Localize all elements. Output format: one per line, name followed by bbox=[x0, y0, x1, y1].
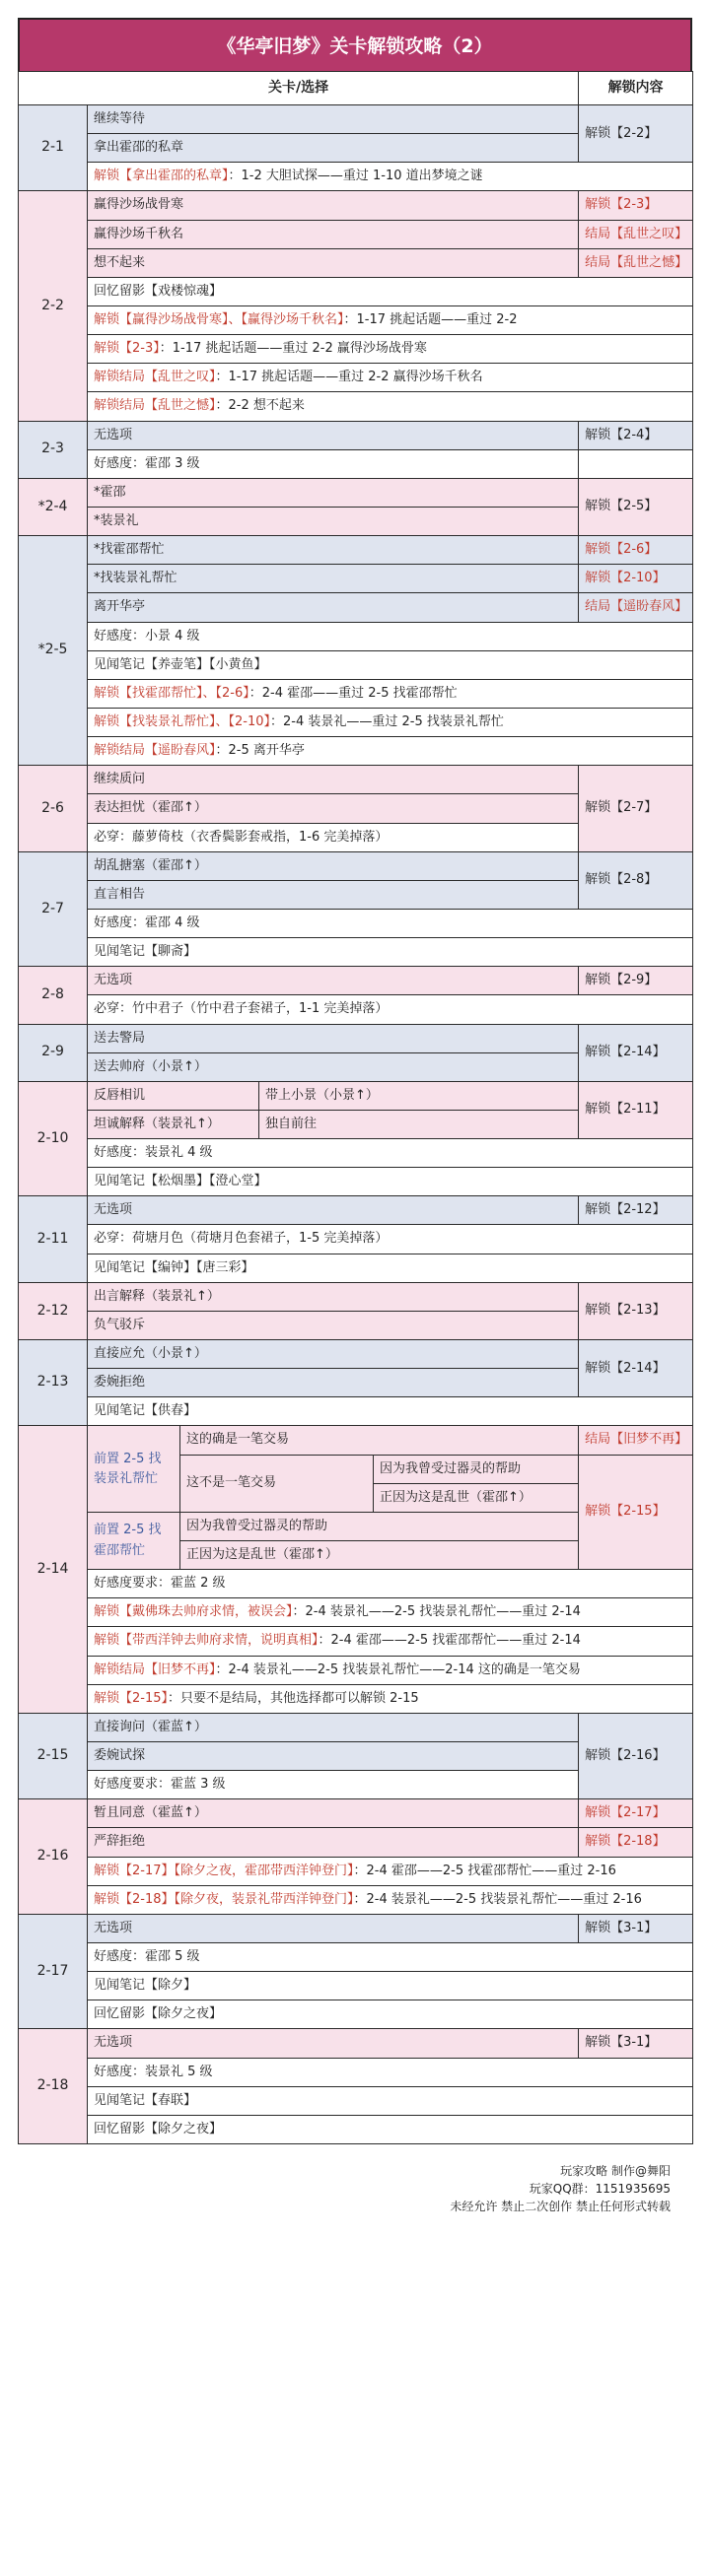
note: 解锁【拿出霍邵的私章】：1-2 大胆试探——重过 1-10 道出梦境之谜 bbox=[88, 163, 693, 191]
level-2-8: 2-8 bbox=[19, 967, 88, 1024]
unlock: 解锁【2-2】 bbox=[579, 105, 693, 163]
option: 暂且同意（霍蓝↑） bbox=[88, 1799, 579, 1828]
level-2-10: 2-10 bbox=[19, 1081, 88, 1196]
footer-qq: 玩家QQ群：1151935695 bbox=[529, 2181, 671, 2196]
stat: 好感度要求：霍蓝 2 级 bbox=[88, 1570, 693, 1598]
level-2-7: 2-7 bbox=[19, 851, 88, 967]
note: 必穿：藤萝倚枝（衣香鬓影套戒指，1-6 完美掉落） bbox=[88, 823, 579, 851]
note: 见闻笔记【春联】 bbox=[88, 2086, 693, 2115]
option: 无选项 bbox=[88, 967, 579, 995]
unlock: 解锁【2-14】 bbox=[579, 1340, 693, 1397]
note: 解锁【找霍邵帮忙】、【2-6】：2-4 霍邵——重过 2-5 找霍邵帮忙 bbox=[88, 679, 693, 708]
footer-copyright: 未经允许 禁止二次创作 禁止任何形式转载 bbox=[450, 2199, 671, 2213]
option: 想不起来 bbox=[88, 248, 579, 277]
option: 坦诚解释（装景礼↑） bbox=[88, 1110, 259, 1138]
unlock: 解锁【2-10】 bbox=[579, 565, 693, 593]
unlock: 解锁【2-18】 bbox=[579, 1828, 693, 1857]
level-2-11: 2-11 bbox=[19, 1196, 88, 1282]
unlock: 解锁【2-3】 bbox=[579, 191, 693, 220]
unlock: 结局【乱世之叹】 bbox=[579, 220, 693, 248]
note: 解锁结局【乱世之叹】：1-17 挑起话题——重过 2-2 赢得沙场千秋名 bbox=[88, 364, 693, 392]
option: 继续质问 bbox=[88, 766, 579, 794]
option: 直言相告 bbox=[88, 880, 579, 909]
option: 带上小景（小景↑） bbox=[259, 1081, 579, 1110]
level-2-18: 2-18 bbox=[19, 2029, 88, 2144]
note: 见闻笔记【编钟】【唐三彩】 bbox=[88, 1254, 693, 1282]
note: 见闻笔记【松烟墨】【澄心堂】 bbox=[88, 1168, 693, 1196]
stat: 好感度：装景礼 5 级 bbox=[88, 2058, 693, 2086]
option: 委婉拒绝 bbox=[88, 1369, 579, 1397]
option: 出言解释（装景礼↑） bbox=[88, 1282, 579, 1311]
level-2-16: 2-16 bbox=[19, 1799, 88, 1915]
option: 严辞拒绝 bbox=[88, 1828, 579, 1857]
unlock: 解锁【2-17】 bbox=[579, 1799, 693, 1828]
note: 必穿：竹中君子（竹中君子套裙子，1-1 完美掉落） bbox=[88, 995, 693, 1024]
option: 直接应允（小景↑） bbox=[88, 1340, 579, 1369]
level-2-14: 2-14 bbox=[19, 1426, 88, 1713]
level-2-15: 2-15 bbox=[19, 1713, 88, 1798]
option: *找霍邵帮忙 bbox=[88, 536, 579, 565]
option: 负气驳斥 bbox=[88, 1311, 579, 1339]
level-2-3: 2-3 bbox=[19, 421, 88, 478]
option: 直接询问（霍蓝↑） bbox=[88, 1713, 579, 1741]
level-2-1: 2-1 bbox=[19, 105, 88, 191]
unlock: 解锁【2-12】 bbox=[579, 1196, 693, 1225]
option: 这不是一笔交易 bbox=[180, 1455, 374, 1512]
note: 解锁【戴佛珠去帅府求情，被误会】：2-4 装景礼——2-5 找装景礼帮忙——重过 2-14 bbox=[88, 1598, 693, 1627]
option: *霍邵 bbox=[88, 478, 579, 507]
note: 见闻笔记【聊斋】 bbox=[88, 938, 693, 967]
option: 正因为这是乱世（霍邵↑） bbox=[374, 1483, 579, 1512]
unlock: 解锁【2-5】 bbox=[579, 478, 693, 535]
unlock: 解锁【2-7】 bbox=[579, 766, 693, 851]
page-title: 《华亭旧梦》关卡解锁攻略（2） bbox=[18, 18, 692, 71]
note: 解锁结局【旧梦不再】：2-4 装景礼——2-5 找装景礼帮忙——2-14 这的确是一笔交易 bbox=[88, 1656, 693, 1684]
memory: 回忆留影【除夕之夜】 bbox=[88, 2115, 693, 2143]
note: 解锁结局【乱世之憾】：2-2 想不起来 bbox=[88, 392, 693, 421]
option: 无选项 bbox=[88, 1914, 579, 1942]
level-2-5: *2-5 bbox=[19, 536, 88, 766]
level-2-17: 2-17 bbox=[19, 1914, 88, 2029]
note: 解锁【2-3】：1-17 挑起话题——重过 2-2 赢得沙场战骨寒 bbox=[88, 335, 693, 364]
level-2-12: 2-12 bbox=[19, 1282, 88, 1339]
note: 见闻笔记【供春】 bbox=[88, 1397, 693, 1426]
unlock: 解锁【2-6】 bbox=[579, 536, 693, 565]
option: 因为我曾受过器灵的帮助 bbox=[180, 1512, 579, 1540]
option: 胡乱搪塞（霍邵↑） bbox=[88, 851, 579, 880]
stat: 好感度：霍邵 3 级 bbox=[88, 449, 579, 478]
note: 见闻笔记【除夕】 bbox=[88, 1972, 693, 2000]
stat: 好感度：小景 4 级 bbox=[88, 622, 693, 650]
unlock: 解锁【3-1】 bbox=[579, 1914, 693, 1942]
footer-author: 玩家攻略 制作@舞阳 bbox=[560, 2163, 671, 2178]
option: 表达担忧（霍邵↑） bbox=[88, 794, 579, 823]
unlock: 解锁【2-14】 bbox=[579, 1024, 693, 1081]
stat: 好感度：装景礼 4 级 bbox=[88, 1139, 693, 1168]
option: 送去帅府（小景↑） bbox=[88, 1052, 579, 1081]
note: 解锁【2-15】：只要不是结局，其他选择都可以解锁 2-15 bbox=[88, 1684, 693, 1713]
note: 解锁【找装景礼帮忙】、【2-10】：2-4 装景礼——重过 2-5 找装景礼帮忙 bbox=[88, 708, 693, 736]
note: 解锁【带西洋钟去帅府求情，说明真相】：2-4 霍邵——2-5 找霍邵帮忙——重过 2-14 bbox=[88, 1627, 693, 1656]
option: 委婉试探 bbox=[88, 1742, 579, 1771]
table-header bbox=[19, 72, 693, 105]
option: 送去警局 bbox=[88, 1024, 579, 1052]
unlock: 结局【旧梦不再】 bbox=[579, 1426, 693, 1455]
unlock: 结局【遥盼春风】 bbox=[579, 593, 693, 622]
option: *找装景礼帮忙 bbox=[88, 565, 579, 593]
note: 解锁【2-17】【除夕之夜，霍邵带西洋钟登门】：2-4 霍邵——2-5 找霍邵帮忙——重过 2-16 bbox=[88, 1857, 693, 1885]
note: 见闻笔记【养壶笔】【小黄鱼】 bbox=[88, 650, 693, 679]
unlock: 解锁【2-13】 bbox=[579, 1282, 693, 1339]
guide-table bbox=[18, 71, 693, 2144]
unlock: 解锁【2-15】 bbox=[579, 1455, 693, 1570]
unlock: 解锁【2-16】 bbox=[579, 1713, 693, 1798]
level-2-6: 2-6 bbox=[19, 766, 88, 851]
option: 赢得沙场战骨寒 bbox=[88, 191, 579, 220]
option: 拿出霍邵的私章 bbox=[88, 134, 579, 163]
option: 无选项 bbox=[88, 421, 579, 449]
unlock: 解锁【2-9】 bbox=[579, 967, 693, 995]
unlock: 结局【乱世之憾】 bbox=[579, 248, 693, 277]
header-unlock: 解锁内容 bbox=[579, 72, 693, 105]
option: 独自前往 bbox=[259, 1110, 579, 1138]
option: 赢得沙场千秋名 bbox=[88, 220, 579, 248]
stat: 好感度：霍邵 4 级 bbox=[88, 909, 693, 937]
option: 离开华亭 bbox=[88, 593, 579, 622]
footer bbox=[18, 2144, 692, 2227]
note: 解锁【赢得沙场战骨寒】、【赢得沙场千秋名】：1-17 挑起话题——重过 2-2 bbox=[88, 305, 693, 334]
level-2-13: 2-13 bbox=[19, 1340, 88, 1426]
option: 这的确是一笔交易 bbox=[180, 1426, 579, 1455]
note: 解锁结局【遥盼春风】：2-5 离开华亭 bbox=[88, 737, 693, 766]
unlock: 解锁【2-11】 bbox=[579, 1081, 693, 1138]
stat: 好感度要求：霍蓝 3 级 bbox=[88, 1771, 579, 1799]
level-2-2: 2-2 bbox=[19, 191, 88, 421]
unlock: 解锁【2-4】 bbox=[579, 421, 693, 449]
prerequisite: 前置 2-5 找霍邵帮忙 bbox=[88, 1512, 180, 1569]
header-choice: 关卡/选择 bbox=[19, 72, 579, 105]
note: 必穿：荷塘月色（荷塘月色套裙子，1-5 完美掉落） bbox=[88, 1225, 693, 1254]
option: 无选项 bbox=[88, 2029, 579, 2058]
level-2-4: *2-4 bbox=[19, 478, 88, 535]
level-2-9: 2-9 bbox=[19, 1024, 88, 1081]
unlock: 解锁【3-1】 bbox=[579, 2029, 693, 2058]
option: 继续等待 bbox=[88, 105, 579, 134]
option: 正因为这是乱世（霍邵↑） bbox=[180, 1541, 579, 1570]
stat: 好感度：霍邵 5 级 bbox=[88, 1943, 693, 1972]
memory: 回忆留影【戏楼惊魂】 bbox=[88, 277, 693, 305]
option: 反唇相讥 bbox=[88, 1081, 259, 1110]
prerequisite: 前置 2-5 找装景礼帮忙 bbox=[88, 1426, 180, 1512]
note: 解锁【2-18】【除夕夜，装景礼带西洋钟登门】：2-4 装景礼——2-5 找装景礼帮忙——重过 2-16 bbox=[88, 1885, 693, 1914]
option: 因为我曾受过器灵的帮助 bbox=[374, 1455, 579, 1483]
option: 无选项 bbox=[88, 1196, 579, 1225]
memory: 回忆留影【除夕之夜】 bbox=[88, 2000, 693, 2029]
unlock: 解锁【2-8】 bbox=[579, 851, 693, 909]
option: *装景礼 bbox=[88, 507, 579, 535]
